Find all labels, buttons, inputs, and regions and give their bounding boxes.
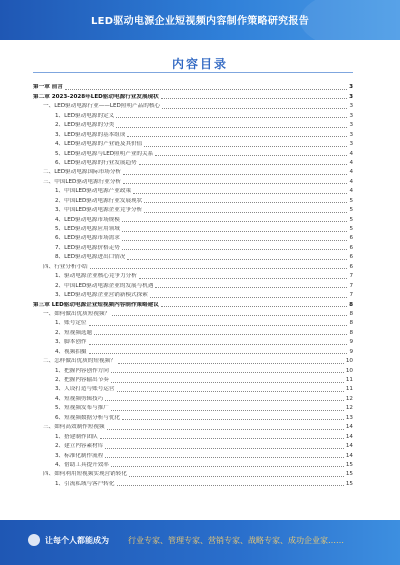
toc-leader-dots xyxy=(123,174,347,175)
toc-leader-dots xyxy=(118,363,344,364)
toc-leader-dots xyxy=(155,155,347,156)
toc-entry[interactable] xyxy=(33,469,353,478)
toc-leader-dots xyxy=(122,249,348,250)
toc-entry-page: 5 xyxy=(349,216,353,223)
toc-leader-dots xyxy=(117,485,344,486)
toc-entry-page: 7 xyxy=(349,273,353,280)
toc-entry[interactable] xyxy=(33,195,353,204)
toc-entry-page: 4 xyxy=(349,150,353,157)
toc-leader-dots xyxy=(127,259,347,260)
toc-entry-label: 2、短视频选题 xyxy=(55,329,93,336)
toc-entry-label: 2、LED驱动电源的分类 xyxy=(55,122,115,129)
toc-entry-page: 11 xyxy=(345,377,353,383)
toc-entry-page: 14 xyxy=(345,452,353,459)
toc-entry-label: 6、LED驱动电源的行业发展趋势 xyxy=(55,159,137,166)
toc-entry[interactable] xyxy=(33,478,353,487)
toc-entry[interactable] xyxy=(33,261,353,270)
toc-leader-dots xyxy=(117,391,344,392)
toc-entry[interactable] xyxy=(33,337,353,346)
toc-leader-dots xyxy=(122,231,348,232)
toc-entry-page: 6 xyxy=(349,244,353,251)
toc-entry-label: 2、中国LED驱动电源企业的发展与机遇 xyxy=(55,282,154,289)
toc-leader-dots xyxy=(127,136,347,137)
toc-entry-label: 5、短视频发布与推广 xyxy=(55,405,109,412)
toc-entry[interactable] xyxy=(33,242,353,251)
toc-entry[interactable] xyxy=(33,422,353,431)
toc-entry[interactable] xyxy=(33,365,353,374)
toc-entry-label: 4、视频拍摄 xyxy=(55,348,87,355)
toc-leader-dots xyxy=(90,268,348,269)
toc-entry[interactable] xyxy=(33,441,353,450)
toc-entry-label: 8、LED驱动电源进出口情况 xyxy=(55,254,126,261)
toc-leader-dots xyxy=(112,315,347,316)
toc-entry-label: 第一章 前言 xyxy=(33,84,63,91)
toc-entry-label: 一、LED驱动电源行业——LED照明产品的核心 xyxy=(43,103,161,110)
toc-divider xyxy=(33,72,353,73)
toc-leader-dots xyxy=(133,193,347,194)
toc-entry-label: 四、如何利用短视频实现营销转化 xyxy=(43,471,127,478)
toc-leader-dots xyxy=(105,448,344,449)
toc-entry-page: 3 xyxy=(349,141,353,148)
toc-entry[interactable] xyxy=(33,299,353,308)
toc-entry-label: 1、驱动电源企业核心竞争力分析 xyxy=(55,273,137,280)
toc-entry-label: 6、短视频数据分析与优化 xyxy=(55,414,121,421)
toc-entry[interactable] xyxy=(33,412,353,421)
toc-leader-dots xyxy=(155,287,347,288)
toc-entry-page: 12 xyxy=(345,395,353,402)
toc-entry[interactable] xyxy=(33,120,353,129)
toc-entry-label: 1、把握内容创作方向 xyxy=(55,367,109,374)
toc-entry-label: 第二章 2023-2028年LED驱动电源行业发展现状 xyxy=(33,93,159,100)
toc-entry-label: 4、LED驱动电源的产业链及其价值 xyxy=(55,141,143,148)
toc-entry-page: 4 xyxy=(349,169,353,176)
toc-entry-page: 12 xyxy=(345,405,353,412)
toc-entry-page: 4 xyxy=(349,159,353,166)
toc-entry[interactable] xyxy=(33,139,353,148)
toc-entry[interactable] xyxy=(33,327,353,336)
toc-entry-page: 15 xyxy=(345,471,353,478)
toc-entry[interactable] xyxy=(33,224,353,233)
toc-entry[interactable] xyxy=(33,158,353,167)
toc-leader-dots xyxy=(111,372,344,373)
toc-entry-page: 8 xyxy=(349,320,353,327)
toc-entry-page: 4 xyxy=(349,188,353,195)
toc-leader-dots xyxy=(111,466,344,467)
toc-entry-page: 15 xyxy=(345,480,353,487)
toc-entry-label: 3、LED驱动电源企业营销新模式探索 xyxy=(55,292,148,299)
toc-entry-page: 3 xyxy=(349,84,353,91)
toc-entry-label: 2、建立内容素材库 xyxy=(55,443,104,450)
toc-entry-page: 3 xyxy=(349,112,353,119)
toc-entry-page: 5 xyxy=(349,226,353,232)
toc-entry-label: 1、中国LED驱动电源产业政策 xyxy=(55,188,132,195)
toc-entry-page: 6 xyxy=(349,235,353,242)
toc-entry-label: 6、LED驱动电源市场需求 xyxy=(55,235,120,242)
toc-leader-dots xyxy=(111,410,344,411)
toc-entry-label: 1、搭建制作团队 xyxy=(55,433,98,440)
toc-entry-label: 二、怎样做出优质的短视频？ xyxy=(43,358,116,365)
toc-entry-label: 3、LED驱动电源的基本组成 xyxy=(55,131,126,138)
toc-entry-page: 14 xyxy=(345,443,353,450)
toc-entry-label: 5、LED驱动电源应用领域 xyxy=(55,226,120,232)
toc-entry-page: 14 xyxy=(345,424,353,431)
toc-leader-dots xyxy=(111,382,344,383)
toc-entry-page: 11 xyxy=(345,386,353,393)
toc-entry[interactable] xyxy=(33,280,353,289)
toc-leader-dots xyxy=(150,297,348,298)
toc-leader-dots xyxy=(89,353,348,354)
toc-entry-page: 8 xyxy=(349,310,353,317)
toc-entry-page: 15 xyxy=(345,461,353,468)
toc-leader-dots xyxy=(89,344,348,345)
toc-entry[interactable] xyxy=(33,460,353,469)
toc-entry-page: 6 xyxy=(349,263,353,270)
toc-leader-dots xyxy=(89,325,348,326)
toc-entry-page: 8 xyxy=(349,329,353,336)
footer-roles: 行业专家、管理专家、营销专家、战略专家、成功企业家…… xyxy=(128,536,344,545)
toc-entry-label: 3、标准化制作流程 xyxy=(55,452,104,459)
toc-entry-page: 7 xyxy=(349,292,353,299)
toc-entry-label: 三、如何高效制作短视频 xyxy=(43,424,105,431)
toc-leader-dots xyxy=(107,429,344,430)
toc-leader-dots xyxy=(139,278,348,279)
toc-entry[interactable] xyxy=(33,252,353,261)
toc-entry[interactable] xyxy=(33,393,353,402)
toc-leader-dots xyxy=(129,476,344,477)
toc-entry-page: 7 xyxy=(349,282,353,289)
toc-entry-label: 四、行业分析小结 xyxy=(43,263,88,270)
toc-entry-label: 1、LED驱动电源的定义 xyxy=(55,112,115,119)
toc-entry[interactable] xyxy=(33,176,353,185)
toc-leader-dots xyxy=(100,438,344,439)
toc-entry[interactable] xyxy=(33,214,353,223)
toc-leader-dots xyxy=(116,127,347,128)
toc-entry-label: 2、中国LED驱动电源行业发展现状 xyxy=(55,197,143,204)
toc-entry-label: 5、LED驱动电源与LED照明产业的关系 xyxy=(55,150,154,157)
footer-banner xyxy=(0,520,400,565)
toc-entry[interactable] xyxy=(33,403,353,412)
toc-entry-page: 10 xyxy=(345,367,353,374)
toc-entry-page: 9 xyxy=(349,348,353,355)
toc-entry[interactable] xyxy=(33,233,353,242)
toc-entry[interactable] xyxy=(33,271,353,280)
toc-entry-label: 1、引流私域与客户转化 xyxy=(55,480,115,487)
toc-leader-dots xyxy=(123,183,347,184)
toc-entry[interactable] xyxy=(33,82,353,91)
toc-leader-dots xyxy=(161,98,347,99)
toc-leader-dots xyxy=(144,212,347,213)
toc-leader-dots xyxy=(116,117,347,118)
toc-entry-page: 13 xyxy=(345,414,353,421)
toc-leader-dots xyxy=(162,108,347,109)
toc-entry-page: 5 xyxy=(349,207,353,214)
toc-entry-page: 14 xyxy=(345,433,353,440)
toc-entry[interactable] xyxy=(33,129,353,138)
toc-leader-dots xyxy=(144,202,347,203)
toc-entry-label: 1、账号定位 xyxy=(55,320,87,327)
toc-entry[interactable] xyxy=(33,91,353,100)
toc-entry-page: 4 xyxy=(349,178,353,185)
toc-entry-page: 5 xyxy=(349,197,353,204)
toc-entry-label: 2、把握内容输出节奏 xyxy=(55,377,109,383)
toc-entry-label: 三、中国LED驱动电源行业分析 xyxy=(43,178,122,185)
toc-entry-label: 二、LED驱动电源国际市场分析 xyxy=(43,169,122,176)
toc-leader-dots xyxy=(65,89,347,90)
toc-entry-label: 第三章 LED驱动电源企业短视频内容制作策略建议 xyxy=(33,301,159,308)
toc-leader-dots xyxy=(122,240,348,241)
toc-entry-page: 10 xyxy=(345,358,353,365)
toc-entry-label: 7、LED驱动电源价格走势 xyxy=(55,244,120,251)
toc-entry[interactable] xyxy=(33,450,353,459)
toc-entry[interactable] xyxy=(33,290,353,299)
toc-entry[interactable] xyxy=(33,346,353,355)
toc-entry[interactable] xyxy=(33,110,353,119)
toc-entry-page: 3 xyxy=(349,122,353,129)
toc-entry-label: 4、LED驱动电源市场规模 xyxy=(55,216,120,223)
toc-entry[interactable] xyxy=(33,356,353,365)
table-of-contents xyxy=(33,82,353,488)
brand-logo-icon xyxy=(28,534,40,546)
toc-entry-label: 3、人设打造与账号运营 xyxy=(55,386,115,393)
footer-tagline: 让每个人都能成为 xyxy=(45,536,109,545)
toc-entry[interactable] xyxy=(33,431,353,440)
toc-leader-dots xyxy=(144,146,347,147)
toc-entry[interactable] xyxy=(33,309,353,318)
toc-entry[interactable] xyxy=(33,167,353,176)
toc-entry-page: 3 xyxy=(349,131,353,138)
toc-entry-label: 3、脚本创作 xyxy=(55,339,87,346)
toc-entry-page: 8 xyxy=(349,301,353,308)
toc-entry[interactable] xyxy=(33,148,353,157)
toc-entry[interactable] xyxy=(33,375,353,384)
toc-entry-label: 一、如何做出优质短视频？ xyxy=(43,310,111,317)
report-title: LED驱动电源企业短视频内容制作策略研究报告 xyxy=(90,16,310,27)
toc-entry[interactable] xyxy=(33,101,353,110)
toc-entry-label: 3、中国LED驱动电源企业竞争分析 xyxy=(55,207,143,214)
toc-leader-dots xyxy=(105,457,344,458)
toc-entry[interactable] xyxy=(33,205,353,214)
toc-entry[interactable] xyxy=(33,186,353,195)
toc-entry-label: 4、借助工具提升效率 xyxy=(55,461,109,468)
toc-entry-page: 3 xyxy=(349,103,353,110)
toc-entry[interactable] xyxy=(33,318,353,327)
toc-entry-page: 6 xyxy=(349,254,353,261)
toc-entry-label: 4、短视频剪辑技巧 xyxy=(55,395,104,402)
toc-entry-page: 3 xyxy=(349,93,353,100)
toc-entry-page: 9 xyxy=(349,339,353,346)
report-header-banner xyxy=(0,0,400,40)
toc-leader-dots xyxy=(105,400,344,401)
toc-leader-dots xyxy=(122,221,348,222)
toc-leader-dots xyxy=(94,334,347,335)
toc-leader-dots xyxy=(161,306,347,307)
toc-leader-dots xyxy=(139,164,348,165)
toc-leader-dots xyxy=(122,419,344,420)
toc-entry[interactable] xyxy=(33,384,353,393)
toc-heading: 内容目录 xyxy=(171,57,228,71)
